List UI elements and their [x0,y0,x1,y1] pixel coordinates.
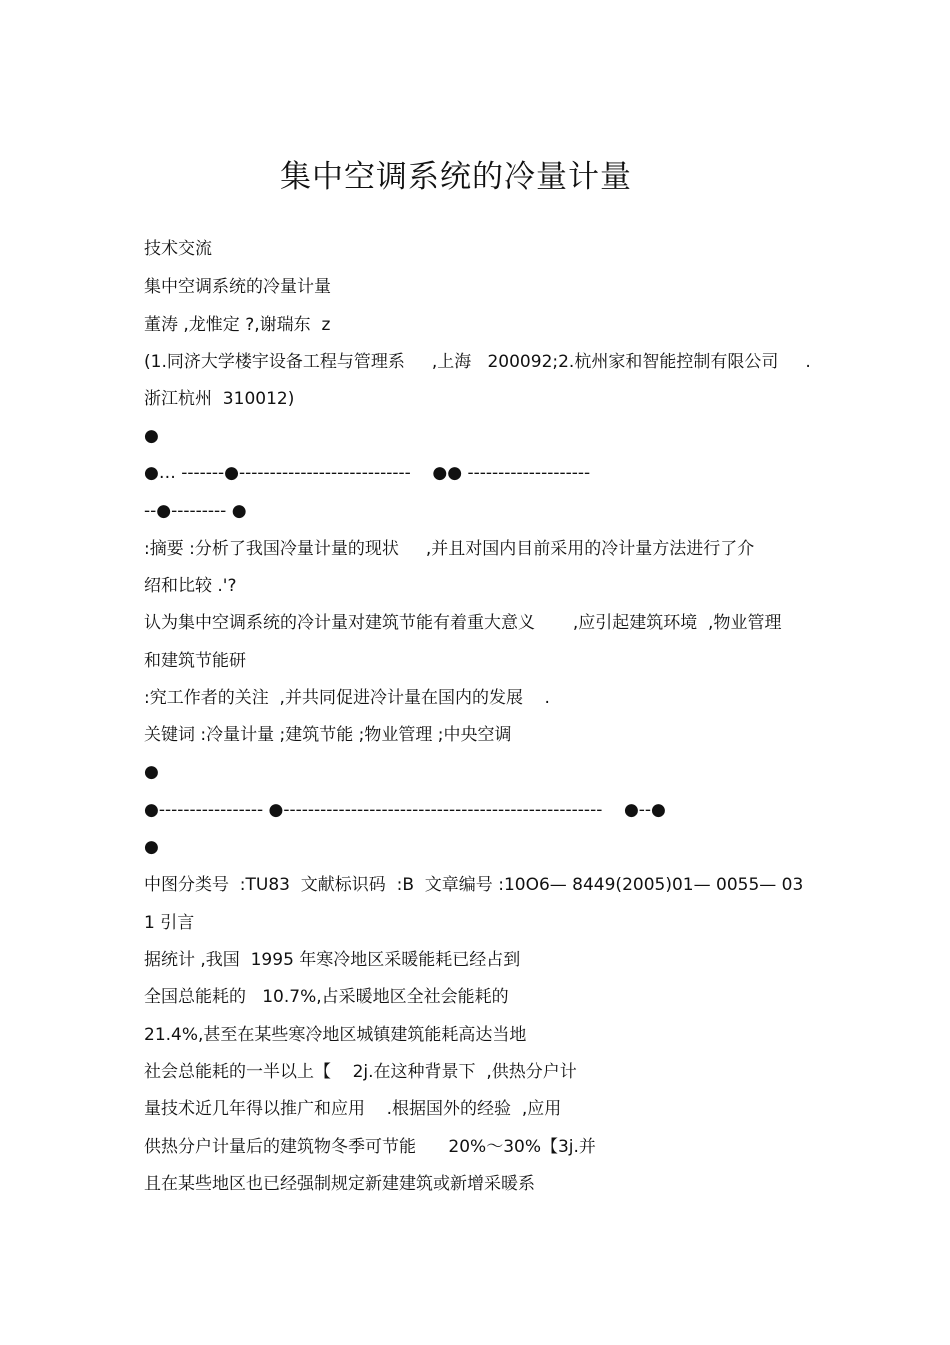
section-heading: 1 引言 [144,913,195,933]
body-line-4: 社会总能耗的一半以上【 2j.在这种背景下 ,供热分户计 [144,1062,577,1082]
authors-line: 董涛 ,龙惟定 ?,谢瑞东 z [144,315,331,335]
body-line-5: 量技术近几年得以推广和应用 .根据国外的经验 ,应用 [144,1099,562,1119]
body-line-6: 供热分户计量后的建筑物冬季可节能 20%～30%【3j.并 [144,1137,596,1157]
separator-dots-1: ● [144,426,159,446]
abstract-line-1: :摘要 :分析了我国冷量计量的现状 ,并且对国内目前采用的冷计量方法进行了介 [144,539,755,559]
body-line-7: 且在某些地区也已经强制规定新建建筑或新增采暖系 [144,1174,535,1194]
abstract-line-5: :究工作者的关注 ,并共同促进冷计量在国内的发展 . [144,688,550,708]
affiliation-line-1: (1.同济大学楼宇设备工程与管理系 ,上海 200092;2.杭州家和智能控制有限公司 . [144,352,811,372]
keywords-line: 关键词 :冷量计量 ;建筑节能 ;物业管理 ;中央空调 [144,725,512,745]
abstract-line-2: 绍和比较 .'? [144,576,237,596]
body-line-3: 21.4%,甚至在某些寒冷地区城镇建筑能耗高达当地 [144,1025,527,1045]
abstract-line-4: 和建筑节能研 [144,651,246,671]
separator-dots-3: --●--------- ● [144,501,247,521]
body-line-2: 全国总能耗的 10.7%,占采暖地区全社会能耗的 [144,987,509,1007]
affiliation-line-2: 浙江杭州 310012) [144,389,295,409]
separator-dots-4: ● [144,762,159,782]
section-tag: 技术交流 [144,239,212,259]
separator-dots-2: ●… -------●---------------------------- ●● -------------------- [144,463,591,483]
abstract-line-3: 认为集中空调系统的冷计量对建筑节能有着重大意义 ,应引起建筑环境 ,物业管理 [144,613,782,633]
separator-dots-5: ●----------------- ●---------------------------------------------------- ●--● [144,800,666,820]
classification-line: 中图分类号 :TU83 文献标识码 :B 文章编号 :10O6— 8449(2005)01— 0055— 03 [144,875,804,895]
separator-dots-6: ● [144,837,159,857]
document-title: 集中空调系统的冷量计量 [280,159,632,195]
article-title-line: 集中空调系统的冷量计量 [144,277,331,297]
body-line-1: 据统计 ,我国 1995 年寒冷地区采暖能耗已经占到 [144,950,521,970]
